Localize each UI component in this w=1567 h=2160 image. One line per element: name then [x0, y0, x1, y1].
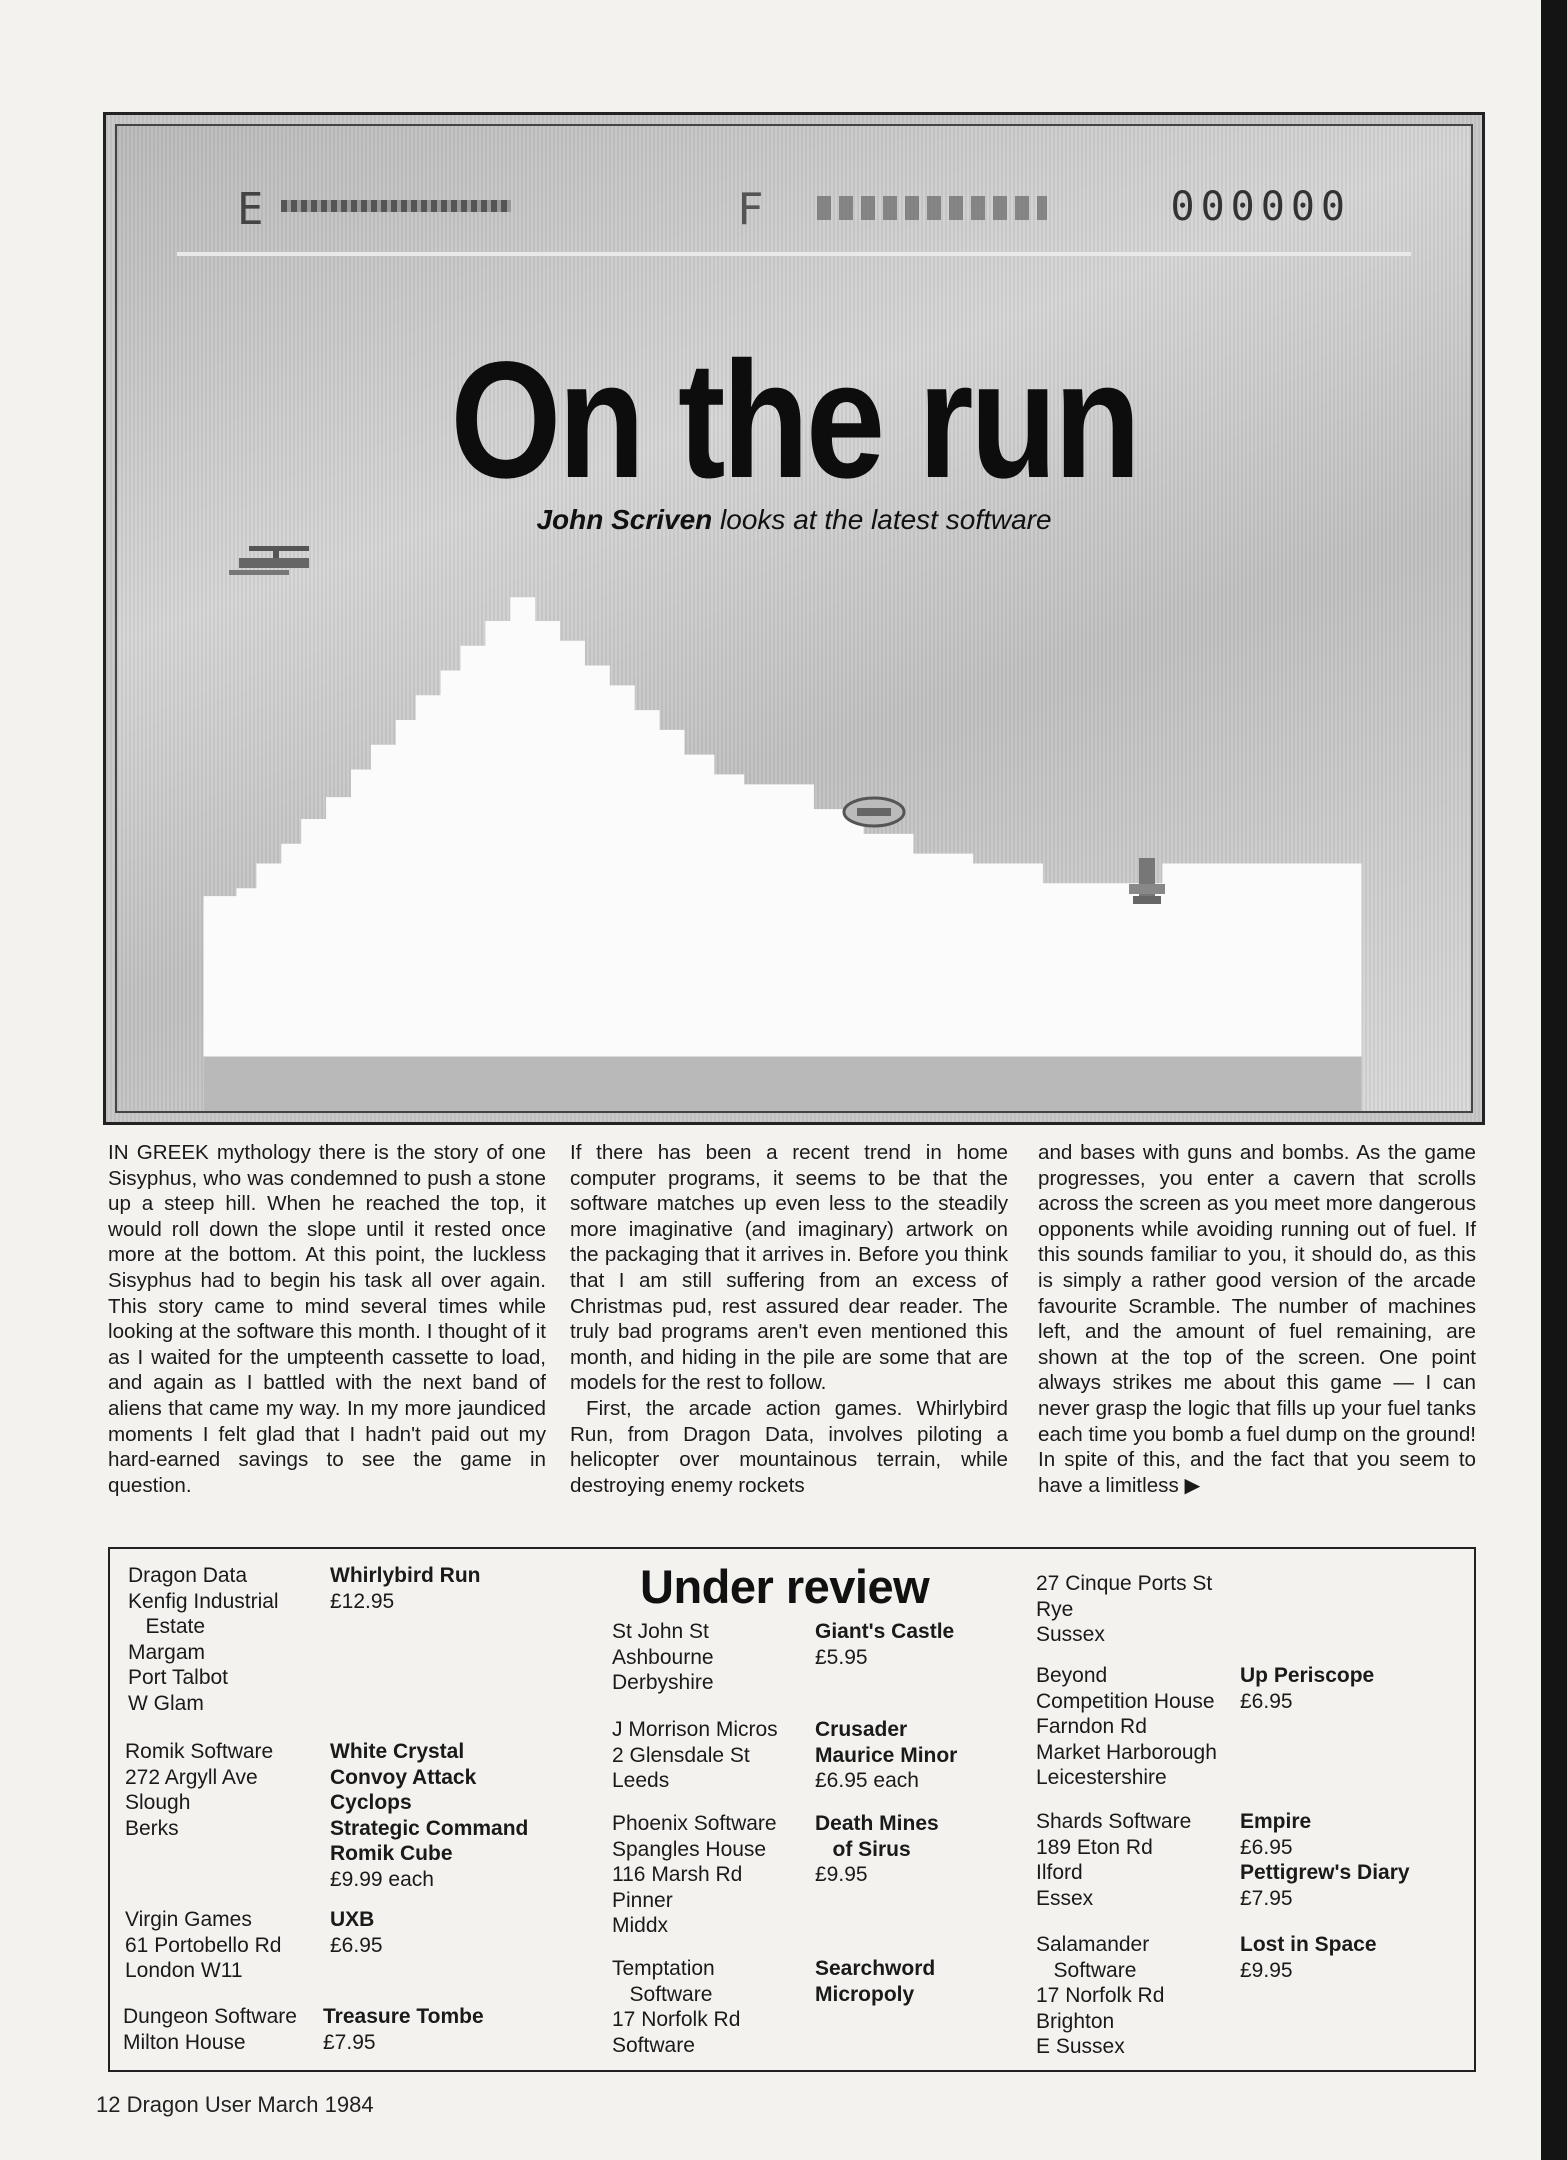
game-title: Empire	[1240, 1810, 1312, 1833]
byline	[117, 504, 1471, 536]
game-price: £7.95	[1240, 1886, 1293, 1910]
game-title: Lost in Space	[1240, 1933, 1377, 1956]
game-title: White Crystal Convoy Attack Cyclops Strategic Command Romik Cube	[330, 1740, 529, 1865]
game-list	[1240, 1809, 1410, 1911]
publisher-address: Shards Software 189 Eton Rd Ilford Essex	[1036, 1810, 1192, 1910]
game-price: £7.95	[323, 2030, 376, 2054]
byline-author: John Scriven	[536, 504, 713, 535]
game-title: Searchword Micropoly	[815, 1957, 936, 2006]
game-price: £6.95	[1240, 1835, 1293, 1859]
publisher-address: Phoenix Software Spangles House 116 Marsh Rd Pinner Middx	[612, 1812, 777, 1937]
publisher-address: Salamander Software 17 Norfolk Rd Brighton E Sussex	[1036, 1933, 1165, 2058]
publisher-address: Romik Software 272 Argyll Ave Slough Berks	[125, 1740, 274, 1840]
fuel-label: F	[737, 184, 764, 235]
article-column-3	[1038, 1140, 1476, 1498]
game-price: £12.95	[330, 1589, 395, 1613]
hero-image-panel	[103, 112, 1485, 1125]
game-title: Treasure Tombe	[323, 2005, 484, 2028]
game-list	[815, 1717, 957, 1794]
paragraph: If there has been a recent trend in home computer programs, it seems to be that the software matches up even less to the steadily more imaginative (and imaginary) artwork on the packaging that it arrives in. Before you think that I am still suffering from an excess of Christmas pud, rest assured dear reader. The truly bad programs aren't even mentioned this month, and hiding in the pile are some that are models for the rest to follow.	[570, 1141, 1008, 1395]
publisher-address: Temptation Software 17 Norfolk Rd Software	[612, 1957, 741, 2057]
game-list	[1240, 1663, 1374, 1714]
article-column-1	[108, 1140, 546, 1498]
publisher-address: St John St Ashbourne Derbyshire	[612, 1620, 714, 1694]
hud-divider	[177, 252, 1411, 256]
game-price: £9.95	[1240, 1958, 1293, 1982]
game-title: Giant's Castle	[815, 1620, 955, 1643]
page-footer: 12 Dragon User March 1984	[96, 2092, 374, 2117]
game-title: Whirlybird Run	[330, 1564, 481, 1587]
game-price: £5.95	[815, 1645, 868, 1669]
energy-bar	[281, 200, 511, 212]
game-price: £9.99 each	[330, 1867, 434, 1891]
helicopter-sprite	[229, 544, 319, 578]
game-title: UXB	[330, 1908, 375, 1931]
game-price: £6.95 each	[815, 1769, 919, 1792]
score-readout: 000000	[1170, 184, 1351, 230]
game-price: £9.95	[815, 1863, 868, 1886]
paragraph: IN GREEK mythology there is the story of one Sisyphus, who was condemned to push a stone up a steep hill. When he reached the top, it would roll down the slope until it rested once more at the bottom. At this point, the luckless Sisyphus had to begin his task all over again. This story came to mind several times while looking at the software this month. I thought of it as I waited for the umpteenth cassette to load, and again as I battled with the next band of aliens that came my way. In my more jaundiced moments I felt glad that I hadn't paid out my hard-earned savings to see the game in question.	[108, 1141, 546, 1497]
publisher-address: 27 Cinque Ports St Rye Sussex	[1036, 1572, 1213, 1646]
game-title: Crusader Maurice Minor	[815, 1718, 958, 1767]
fuel-tank-sprite	[839, 796, 909, 830]
game-list	[330, 1563, 481, 1614]
game-list	[815, 1811, 939, 1888]
paragraph: First, the arcade action games. Whirlybird Run, from Dragon Data, involves piloting a helicopter over mountainous terrain, while destroying enemy rockets	[570, 1396, 1008, 1497]
game-title: Death Mines of Sirus	[815, 1812, 939, 1861]
game-list	[815, 1619, 954, 1670]
paragraph: and bases with guns and bombs. As the game progresses, you enter a cavern that scrolls across the screen as you meet more dangerous opponents while avoiding running out of fuel. If this sounds familiar to you, it should do, as this is simply a rather good version of the arcade favourite Scramble. The number of machines left, and the amount of fuel remaining, are shown at the top of the screen. One point always strikes me about this game — I can never grasp the logic that fills up your fuel tanks each time you bomb a fuel dump on the ground! In spite of this, and the fact that you seem to have a limitless ▶	[1038, 1141, 1476, 1497]
article-column-2	[570, 1140, 1008, 1498]
energy-label: E	[237, 184, 264, 235]
publisher-address: J Morrison Micros 2 Glensdale St Leeds	[612, 1718, 778, 1792]
game-list	[330, 1739, 528, 1892]
game-price: £6.95	[330, 1933, 383, 1957]
game-list	[323, 2004, 484, 2055]
under-review-box	[108, 1547, 1476, 2072]
publisher-address: Virgin Games 61 Portobello Rd London W11	[125, 1908, 282, 1982]
game-list	[815, 1956, 935, 2007]
game-list	[1240, 1932, 1377, 1983]
article-title: On the run	[450, 328, 1138, 513]
publisher-address: Dragon Data Kenfig Industrial Estate Margam Port Talbot W Glam	[128, 1564, 279, 1715]
article-body	[108, 1140, 1476, 1530]
publisher-address: Dungeon Software Milton House	[123, 2005, 297, 2054]
review-title: Under review	[640, 1560, 930, 1613]
game-hud	[237, 184, 1351, 235]
game-title: Up Periscope	[1240, 1664, 1375, 1687]
game-title: Pettigrew's Diary	[1240, 1861, 1410, 1884]
game-price: £6.95	[1240, 1689, 1293, 1713]
lives-indicator	[817, 196, 1047, 220]
game-screenshot	[115, 124, 1473, 1113]
game-list	[330, 1907, 383, 1958]
byline-text: looks at the latest software	[712, 504, 1052, 535]
page-edge	[1541, 0, 1567, 2160]
publisher-address: Beyond Competition House Farndon Rd Market Harborough Leicestershire	[1036, 1664, 1217, 1789]
mountain-terrain	[117, 126, 1471, 1111]
rocket-sprite	[1125, 854, 1169, 906]
